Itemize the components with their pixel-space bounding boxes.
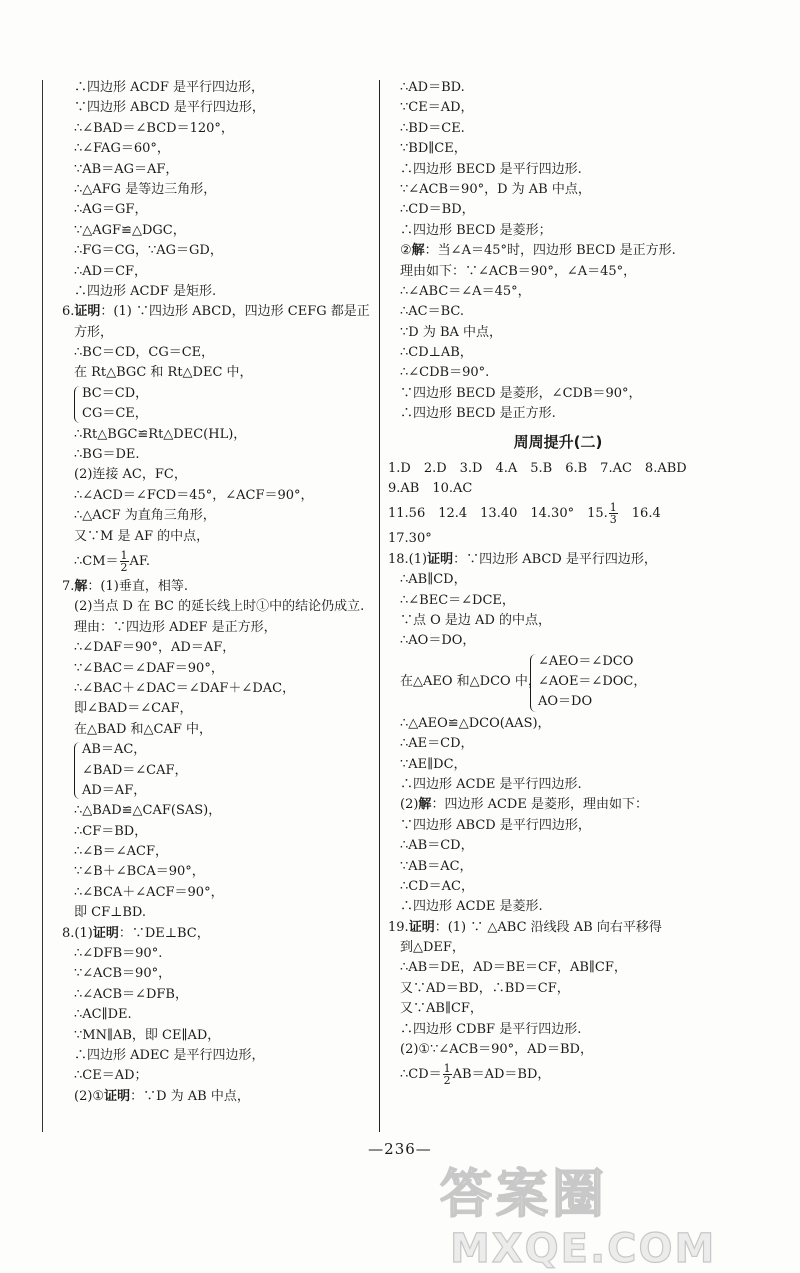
text-span: ：∵四边形 ABCD 是平行四边形，: [453, 551, 657, 567]
text-line: ∵CE＝AD，: [400, 100, 474, 116]
text-line: ∴AD＝CF，: [74, 263, 148, 279]
problem-number: 6.: [62, 304, 75, 320]
text-line: ∴AD＝BD.: [400, 80, 465, 95]
text-line: ∴四边形 BECD 是平行四边形.: [400, 161, 582, 177]
text-span: ：∵DE⊥BC，: [118, 925, 210, 941]
text-span: ：∵D 为 AB 中点，: [130, 1088, 250, 1104]
text-line: 又∵AD＝BD，∴BD＝CF，: [400, 980, 570, 996]
text-line: ∠BAD＝∠CAF，: [82, 762, 188, 778]
text-line: ∵AE∥DC，: [400, 756, 467, 772]
text-line: ∴∠B＝∠ACF，: [74, 844, 168, 860]
text-span: (2): [400, 797, 419, 813]
text-line: ∴CF＝BD，: [74, 823, 148, 839]
text-line: ∵∠ACB＝90°，D 为 AB 中点，: [400, 181, 591, 197]
text-line: 理由：∵四边形 ADEF 是正方形，: [74, 619, 277, 635]
watermark-logo-text: 答案圈: [440, 1165, 609, 1225]
text-span: (1): [74, 925, 93, 941]
right-column: [388, 78, 728, 1090]
text-line: ∴∠ACB＝∠DFB，: [74, 986, 188, 1002]
text-line: AD＝AF，: [82, 782, 147, 798]
fraction-denominator: 3: [609, 513, 617, 527]
problem-7-start: [62, 577, 380, 597]
text-line: ∴AC∥DE.: [74, 1007, 132, 1023]
text-line: ∵AB＝AC，: [400, 858, 473, 874]
text-line: ∴四边形 ACDE 是菱形.: [400, 899, 543, 915]
fraction-numerator: 1: [609, 501, 617, 515]
text-span: ：(1) ∵四边形 ABCD，四边形 CEFG 都是正: [100, 304, 370, 320]
problem-number: 7.: [62, 578, 75, 594]
text-span: ∴CM＝: [74, 553, 119, 569]
solution-label: 解: [418, 797, 432, 813]
text-line: ∴∠DAF＝90°，AD＝AF，: [74, 640, 236, 656]
fraction-denominator: 2: [120, 560, 128, 574]
text-line: ∴四边形 BECD 是正方形.: [400, 406, 556, 422]
text-line: ∵四边形 ABCD 是平行四边形，: [400, 817, 591, 833]
text-line: ∴四边形 BECD 是菱形；: [400, 222, 552, 238]
left-margin-rule: [42, 80, 43, 1132]
answer-line: 1.D 2.D 3.D 4.A 5.B 6.B 7.AC 8.ABD: [388, 460, 687, 476]
fraction-line: [388, 1060, 728, 1090]
watermark-url-text: MXQE.COM: [450, 1226, 717, 1270]
text-line: ∴四边形 ACDF 是矩形.: [74, 283, 217, 299]
left-brace: [530, 654, 537, 712]
fraction-denominator: 2: [443, 1074, 451, 1088]
text-line: ∴CD＝AC，: [400, 878, 474, 894]
proof-label: 证明: [92, 925, 119, 941]
text-span: AF.: [129, 553, 151, 569]
problem-8-start: [62, 924, 380, 944]
text-line: ∴AB∥CD，: [400, 572, 467, 588]
text-line: 理由如下：∵∠ACB＝90°，∠A＝45°，: [400, 263, 637, 279]
equation-system: [62, 740, 380, 801]
text-line: ∠AEO＝∠DCO: [538, 653, 634, 669]
text-line: 又∵AB∥CF，: [400, 1001, 483, 1017]
answer-line: [388, 499, 728, 529]
text-line: ∴∠BAC＋∠DAC＝∠DAF＋∠DAC，: [74, 680, 296, 696]
text-line: ∴∠DFB＝90°.: [74, 946, 163, 962]
proof-label: 证明: [427, 551, 454, 567]
fraction: [120, 550, 129, 573]
text-line: ∴BD＝CE.: [400, 120, 465, 136]
text-line: ∴AE＝CD，: [400, 736, 474, 752]
text-span: ：四边形 ACDE 是菱形，理由如下：: [431, 797, 648, 813]
text-line: ∴FG＝CG，∵AG＝GD，: [74, 243, 223, 259]
equation-system: [388, 652, 728, 714]
equation-system: [62, 384, 380, 425]
text-line: ∴CD⊥AB，: [400, 345, 473, 361]
text-line: ∵四边形 ABCD 是平行四边形，: [74, 100, 265, 116]
text-line: [62, 1087, 380, 1107]
text-line: ∴△AFG 是等边三角形，: [74, 181, 217, 197]
text-line: ∴∠ABC＝∠A＝45°，: [400, 283, 531, 299]
text-line: ∵∠ACB＝90°，: [74, 966, 172, 982]
text-line: ∴CE＝AD；: [74, 1068, 148, 1084]
text-line: BC＝CD，: [82, 385, 149, 401]
proof-label: 证明: [408, 919, 435, 935]
site-watermark: [430, 1150, 790, 1270]
proof-label: 证明: [74, 304, 101, 320]
proof-label: 证明: [104, 1088, 131, 1104]
text-line: ∵△AGF≌△DGC，: [74, 222, 186, 238]
section-title: 周周提升(二): [513, 432, 603, 451]
text-line: ∴AG＝GF，: [74, 202, 148, 218]
text-line: ∴四边形 ACDE 是平行四边形.: [400, 776, 582, 792]
text-line: 即 CF⊥BD.: [74, 905, 146, 921]
text-line: ∴Rt△BGC≌Rt△DEC(HL)，: [74, 426, 247, 442]
text-line: 到△DEF，: [400, 940, 465, 956]
answer-line: 9.AB 10.AC: [388, 481, 473, 497]
text-line: ∴AC＝BC.: [400, 304, 465, 320]
text-line: [388, 241, 728, 261]
text-line: (2)当点 D 在 BC 的延长线上时①中的结论仍成立.: [74, 599, 365, 615]
text-line: ∴△BAD≌△CAF(SAS)，: [74, 803, 222, 819]
text-line: 方形，: [74, 324, 114, 340]
text-line: 在△BAD 和△CAF 中，: [74, 721, 212, 737]
text-line: ∴∠BEC＝∠DCE，: [400, 592, 515, 608]
text-line: ∵∠BAC＝∠DAF＝90°，: [74, 660, 224, 676]
text-line: ∴CD＝BD，: [400, 202, 475, 218]
text-line: ∴∠BAD＝∠BCD＝120°，: [74, 120, 234, 136]
answer-line: 17.30°: [388, 531, 432, 547]
text-span: ：(1)垂直，相等.: [87, 578, 188, 594]
problem-19-start: [388, 918, 728, 938]
text-line: ∵MN∥AB，即 CE∥AD，: [74, 1027, 221, 1043]
text-span: ∴CD＝: [400, 1067, 442, 1083]
solution-label: 解: [411, 243, 425, 259]
fraction-numerator: 1: [443, 1062, 451, 1076]
text-line: ∴∠CDB＝90°.: [400, 365, 490, 381]
text-line: AO＝DO: [538, 693, 593, 709]
solution-label: 解: [74, 578, 88, 594]
fraction: [443, 1063, 452, 1086]
problem-18-start: [388, 550, 728, 570]
text-line: ∵AB＝AG＝AF，: [74, 161, 179, 177]
text-line: ∴四边形 ADEC 是平行四边形，: [74, 1047, 265, 1063]
text-line: ∵∠B＋∠BCA＝90°，: [74, 864, 205, 880]
text-line: ∴△AEO≌△DCO(AAS)，: [400, 715, 551, 731]
text-line: AB＝AC，: [82, 742, 147, 758]
text-line: ∴∠ACD＝∠FCD＝45°，∠ACF＝90°，: [74, 487, 314, 503]
text-line: 在 Rt△BGC 和 Rt△DEC 中，: [74, 365, 253, 381]
fraction: [609, 502, 618, 525]
text-span: (2)①: [74, 1088, 105, 1104]
text-line: ∴BG＝DE.: [74, 447, 140, 463]
text-line: [388, 795, 728, 815]
text-line: ∵四边形 BECD 是菱形，∠CDB＝90°，: [400, 385, 642, 401]
text-line: ∴AO＝DO，: [400, 633, 476, 649]
text-span: 11.56 12.4 13.40 14.30° 15.: [388, 506, 608, 522]
text-line: ∵D 为 BA 中点，: [400, 324, 503, 340]
text-line: ∵点 O 是边 AD 的中点，: [400, 612, 551, 628]
text-line: ∴∠FAG＝60°，: [74, 141, 170, 157]
text-line: ∴AB＝DE，AD＝BE＝CF，AB∥CF，: [400, 960, 627, 976]
text-line: (2)①∵∠ACB＝90°，AD＝BD，: [400, 1042, 593, 1058]
text-line: CG＝CE，: [82, 406, 148, 422]
text-span: 19.: [388, 919, 409, 935]
left-column: [62, 78, 380, 1107]
text-line: ∴四边形 ACDF 是平行四边形，: [74, 80, 265, 95]
text-span: 16.4: [618, 506, 661, 522]
text-span: ：(1) ∵ △ABC 沿线段 AB 向右平移得: [434, 919, 662, 935]
text-line: ∠AOE＝∠DOC，: [538, 673, 647, 689]
text-line: 在△AEO 和△DCO 中，: [400, 673, 541, 689]
text-span: AB＝AD＝BD，: [452, 1067, 551, 1083]
text-line: ∴四边形 CDBF 是平行四边形.: [400, 1021, 582, 1037]
page-number: —236—: [368, 1140, 432, 1158]
problem-6-start: [62, 302, 380, 322]
text-line: ∴∠BCA＋∠ACF＝90°，: [74, 884, 224, 900]
fraction-line: [62, 547, 380, 577]
text-line: ∴AB＝CD，: [400, 838, 474, 854]
text-line: ∴BC＝CD，CG＝CE，: [74, 345, 215, 361]
text-line: ∴△ACF 为直角三角形，: [74, 508, 216, 524]
problem-number: 8.: [62, 925, 75, 941]
text-line: (2)连接 AC，FC，: [74, 467, 187, 483]
text-span: 18.(1): [388, 551, 428, 567]
text-span: ：当∠A＝45°时，四边形 BECD 是正方形.: [424, 243, 676, 259]
text-span: ②: [400, 243, 412, 259]
fraction-numerator: 1: [120, 548, 128, 562]
text-line: 又∵M 是 AF 的中点，: [74, 528, 210, 544]
text-line: 即∠BAD＝∠CAF，: [74, 701, 193, 717]
text-line: ∵BD∥CE，: [400, 141, 467, 157]
